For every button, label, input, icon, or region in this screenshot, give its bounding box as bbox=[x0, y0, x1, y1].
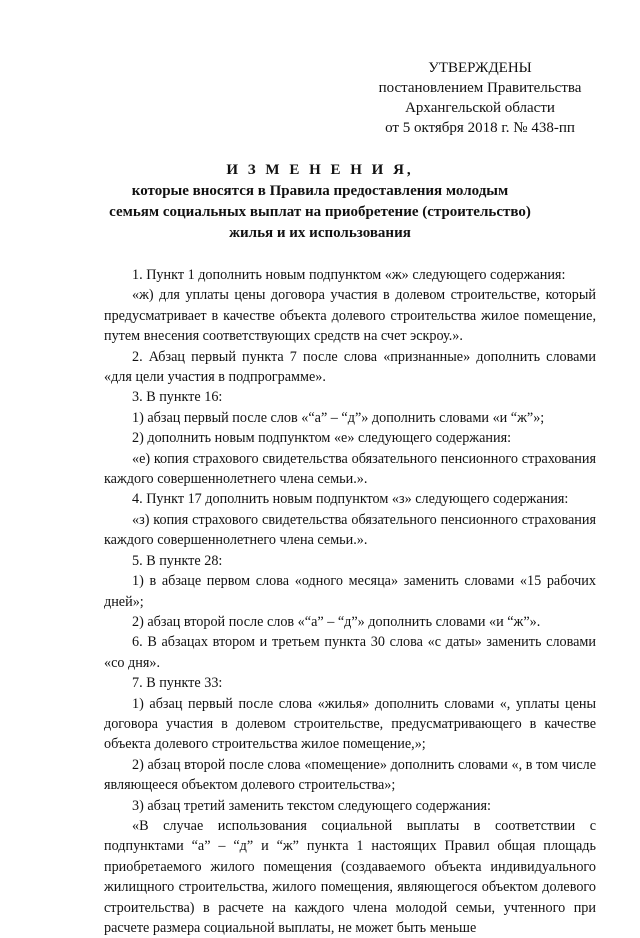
paragraph: «е) копия страхового свидетельства обязательного пенсионного страхования каждого совершеннолетнего члена семьи.». bbox=[104, 450, 596, 488]
approval-stamp bbox=[330, 58, 630, 138]
approval-issuer: постановлением Правительства bbox=[378, 80, 582, 96]
title-line-2: семьям социальных выплат на приобретение (строительство) bbox=[109, 204, 531, 220]
paragraph: «В случае использования социальной выплаты в соответствии с подпунктами “а” – “д” и “ж” пункта 1 настоящих Правил общая площадь приобретаемого жилого помещения (создаваемого объекта индивидуального жилищного строительства, жилого помещения, являющегося объектом долевого строительства) в расчете на каждого члена молодой семьи, учтенного при расчете размера социальной выплаты, не может быть меньше bbox=[104, 817, 596, 936]
document-body bbox=[104, 265, 596, 938]
paragraph: «ж) для уплаты цены договора участия в долевом строительстве, который предусматривает в качестве объекта долевого строительства жилое помещение, путем внесения соответствующих средств на счет эскроу.». bbox=[104, 287, 596, 345]
paragraph: 5. В пункте 28: bbox=[132, 552, 223, 569]
paragraph: 2) дополнить новым подпунктом «е» следующего содержания: bbox=[132, 430, 512, 447]
paragraph: 1. Пункт 1 дополнить новым подпунктом «ж» следующего содержания: bbox=[132, 267, 566, 283]
paragraph: 7. В пункте 33: bbox=[132, 675, 223, 692]
paragraph: 1) в абзаце первом слова «одного месяца» заменить словами «15 рабочих дней»; bbox=[104, 573, 596, 610]
paragraph: 2) абзац второй после слов «“а” – “д”» дополнить словами «и “ж”». bbox=[132, 613, 541, 630]
title-line-3: жилья и их использования bbox=[229, 225, 411, 241]
paragraph: 2) абзац второй после слова «помещение» дополнить словами «, в том числе являющееся объектом долевого строительства»; bbox=[104, 756, 596, 794]
paragraph: 1) абзац первый после слова «жилья» дополнить словами «, уплаты цены договора участия в долевом строительстве, предусматривающего в качестве объекта долевого строительства жилое помещение,»; bbox=[104, 695, 596, 753]
paragraph: 4. Пункт 17 дополнить новым подпунктом «з» следующего содержания: bbox=[132, 491, 569, 508]
paragraph: 6. В абзацах втором и третьем пункта 30 слова «с даты» заменить словами «со дня». bbox=[104, 634, 596, 671]
approval-label: УТВЕРЖДЕНЫ bbox=[428, 60, 532, 76]
approval-date-number: от 5 октября 2018 г. № 438-пп bbox=[385, 120, 575, 136]
paragraph: 3. В пункте 16: bbox=[132, 389, 223, 406]
document-title bbox=[0, 160, 640, 244]
title-line-1: которые вносятся в Правила предоставления молодым bbox=[131, 183, 509, 199]
paragraph: 2. Абзац первый пункта 7 после слова «признанные» дополнить словами «для цели участия в подпрограмме». bbox=[104, 348, 596, 386]
paragraph: 1) абзац первый после слов «“а” – “д”» дополнить словами «и “ж”»; bbox=[132, 409, 545, 426]
paragraph: «з) копия страхового свидетельства обязательного пенсионного страхования каждого совершеннолетнего члена семьи.». bbox=[104, 511, 596, 549]
approval-region: Архангельской области bbox=[405, 100, 555, 116]
title-heading: И З М Е Н Е Н И Я, bbox=[226, 162, 414, 178]
paragraph: 3) абзац третий заменить текстом следующего содержания: bbox=[132, 797, 491, 814]
